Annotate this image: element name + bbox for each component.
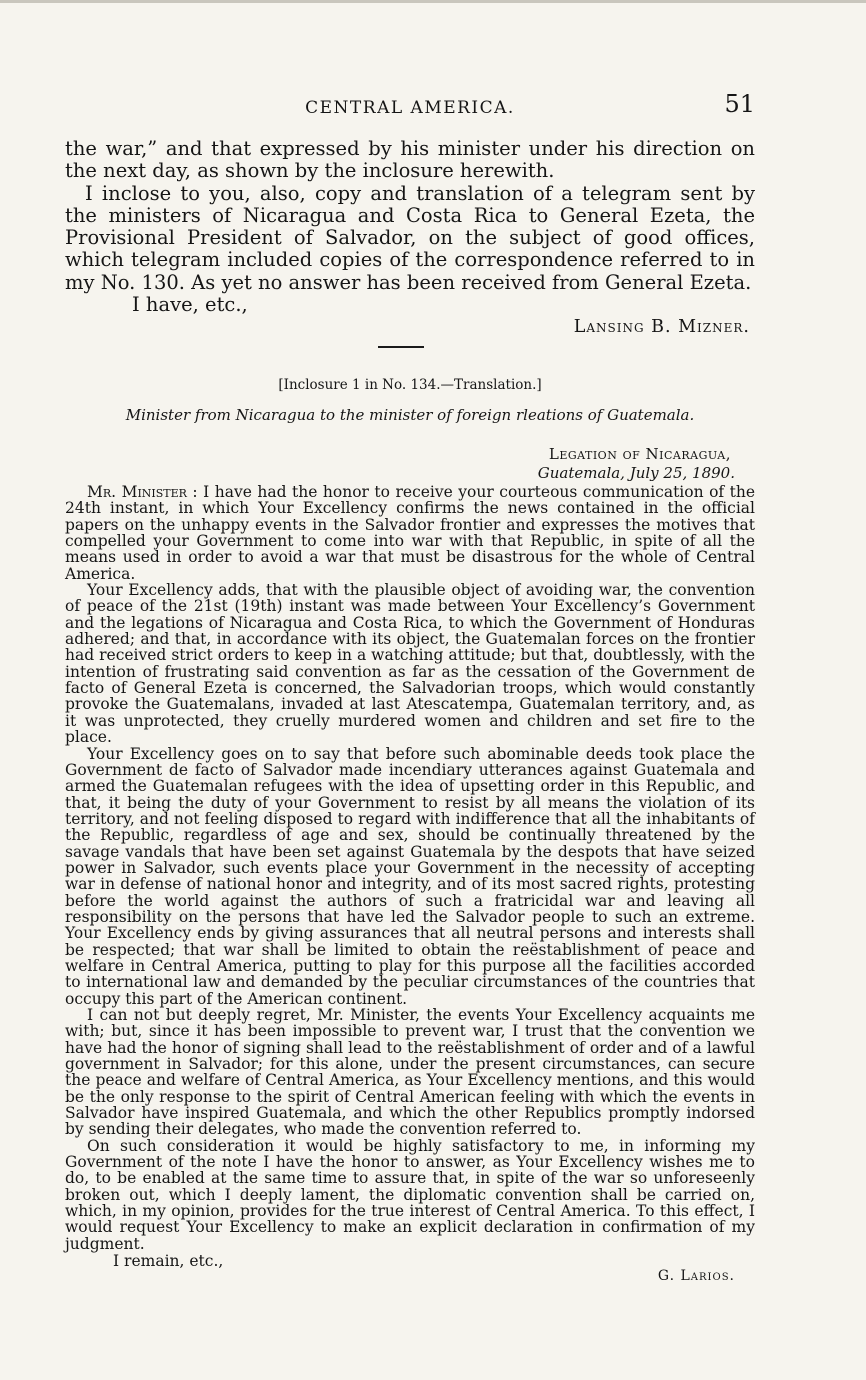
enclosure-paragraph xyxy=(65,484,755,582)
running-title: CENTRAL AMERICA. xyxy=(305,98,515,118)
letter-signature: Lansing B. Mizner. xyxy=(573,317,750,338)
enclosure-body xyxy=(65,484,755,1284)
page-top-edge xyxy=(0,0,866,3)
page-number: 51 xyxy=(724,90,755,118)
page-header xyxy=(65,90,755,120)
enclosure-paragraph: Your Excellency adds, that with the plausible object of avoiding war, the convention of peace of the 21st (19th) instant was made between Your Excellency’s Government and the legations of Nicaragua and Costa Rica, to which the Government of Honduras adhered; and that, in accordance with its object, the Guatemalan forces on the frontier had received strict orders to keep in a watching attitude; but that, doubtlessly, with the intention of frustrating said convention as far as the cessation of the Government de facto of General Ezeta is concerned, the Salvadorian troops, which would constantly provoke the Guatemalans, invaded at last Atescatempa, Guatemalan territory, and, as it was unprotected, they cruelly murdered women and children and set fire to the place. xyxy=(65,581,755,747)
dateline-legation: Legation of Nicaragua, xyxy=(548,445,731,463)
enclosure-paragraph: Your Excellency goes on to say that before such abominable deeds took place the Government de facto of Salvador made incendiary utterances against Guatemala and armed the Guatemalan refugees with the idea of upsetting order in this Republic, and that, it being the duty of your Government to resist by all means the violation of its territory, and not feeling disposed to regard with indifference that all the inhabitants of the Republic, regardless of age and sex, should be continually threatened by the savage vandals that have been set against Guatemala by the despots that have seized power in Salvador, such events place your Government in the necessity of accepting war in defense of national honor and integrity, and of its most sacred rights, protesting before the world against the authors of such a fratricidal war and leaving all responsibility on the persons that have led the Salvador people to such an extreme. Your Excellency ends by giving assurances that all neutral persons and interests shall be respected; that war shall be limited to obtain the reëstablishment of peace and welfare in Central America, putting to play for this purpose all the facilities accorded to international law and demanded by the peculiar circumstances of the countries that occupy this part of the American continent. xyxy=(65,744,755,1008)
letter-continuation xyxy=(65,138,755,339)
enclosure-paragraph: I can not but deeply regret, Mr. Minister, the events Your Excellency acquaints me with; but, since it has been impossible to prevent war, I trust that the convention we have had the honor of signing shall lead to the reëstablishment of order and of a lawful government in Salvador; for this alone, under the present circumstances, can secure the peace and welfare of Central America, as Your Excellency mentions, and this would be the only response to the spirit of Central American feeling with which the events in Salvador have inspired Guatemala, and which the other Republics promptly indorsed by sending their delegates, who made the convention referred to. xyxy=(65,1006,755,1139)
enclosure-paragraph: On such consideration it would be highly satisfactory to me, in informing my Government of the note I have the honor to answer, as Your Excellency wishes me to do, to be enabled at the same time to assure that, in spite of the war so unforeseenly broken out, which I deeply lament, the diplomatic convention shall be carried on, which, in my opinion, provides for the true interest of Central America. To this effect, I would request Your Excellency to make an explicit declaration in confirmation of my judgment. xyxy=(65,1136,755,1253)
enclosure-signature: G. Larios. xyxy=(657,1267,735,1284)
salutation: Mr. Minister : xyxy=(87,483,198,501)
dateline xyxy=(65,445,735,483)
letter-paragraph: I inclose to you, also, copy and translation of a telegram sent by the ministers of Nicaragua and Costa Rica to General Ezeta, the Provisional President of Salvador, on the subject of good offices, which telegram included copies of the correspondence referred to in my No. 130. As yet no answer has been received from General Ezeta. xyxy=(65,181,755,294)
letter-closing: I have, etc., xyxy=(132,293,248,317)
enclosure-caption: Minister from Nicaragua to the minister of foreign rleations of Guatemala. xyxy=(125,406,695,424)
section-divider xyxy=(378,346,424,348)
enclosure-note: [Inclosure 1 in No. 134.—Translation.] xyxy=(278,377,542,393)
dateline-place-date: Guatemala, July 25, 1890. xyxy=(537,464,735,482)
enclosure-paragraph-text: I have had the honor to receive your courteous communication of the 24th instant, in which Your Excellency confirms the news contained in the official papers on the unhappy events in the Salvador frontier and expresses the motives that compelled your Government to come into war with that Republic, in spite of all the means used in order to avoid a war that must be disastrous for the whole of Central America. xyxy=(65,483,756,583)
enclosure-closing: I remain, etc., xyxy=(113,1252,224,1271)
letter-paragraph: the war,” and that expressed by his minister under his direction on the next day, as shown by the inclosure herewith. xyxy=(65,137,755,183)
